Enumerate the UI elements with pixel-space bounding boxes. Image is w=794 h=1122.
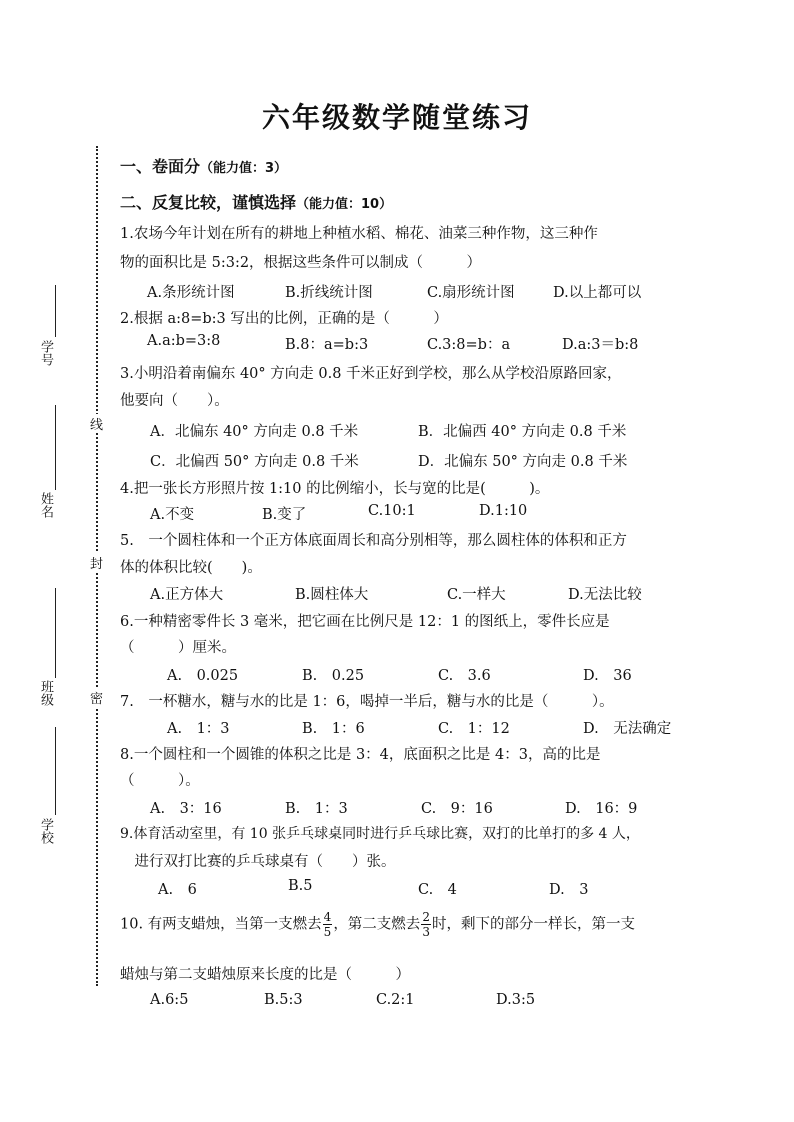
q8-option-c[interactable]: C. 9：16 — [421, 801, 493, 817]
q7-option-d[interactable]: D. 无法确定 — [583, 721, 672, 737]
question-5-line-2: 体的体积比较( )。 — [120, 560, 262, 576]
q9-option-c[interactable]: C. 4 — [418, 882, 457, 898]
name-blank[interactable] — [55, 405, 56, 490]
q5-option-b[interactable]: B.圆柱体大 — [295, 587, 369, 603]
student-no-label: 学号 — [38, 340, 53, 366]
question-1-line-1: 1.农场今年计划在所有的耕地上种植水稻、棉花、油菜三种作物，这三种作 — [120, 226, 598, 242]
question-8-line-2: （ ）。 — [120, 773, 200, 789]
q2-option-b[interactable]: B.8：a=b:3 — [285, 337, 369, 353]
q9-option-b[interactable]: B.5 — [288, 878, 313, 894]
q1-option-b[interactable]: B.折线统计图 — [285, 285, 373, 301]
question-4-line-1: 4.把一张长方形照片按 1:10 的比例缩小，长与宽的比是( )。 — [120, 481, 550, 497]
q7-option-b[interactable]: B. 1：6 — [302, 721, 365, 737]
question-6-line-2: （ ）厘米。 — [120, 640, 236, 656]
q7-option-c[interactable]: C. 1：12 — [438, 721, 510, 737]
q1-option-a[interactable]: A.条形统计图 — [147, 285, 235, 301]
q7-option-a[interactable]: A. 1：3 — [167, 721, 230, 737]
q3-option-d[interactable]: D．北偏东 50° 方向走 0.8 千米 — [418, 454, 628, 470]
q4-option-d[interactable]: D.1:10 — [479, 503, 528, 519]
question-9-line-1: 9.体育活动室里，有 10 张乒乓球桌同时进行乒乓球比赛，双打的比单打的多 4 人， — [120, 826, 640, 842]
q6-option-d[interactable]: D. 36 — [583, 668, 632, 684]
fraction-two-thirds: $\frac{2}{3}$ — [422, 910, 430, 939]
question-2-line-1: 2.根据 a:8=b:3 写出的比例，正确的是（ ） — [120, 311, 448, 327]
question-1-line-2: 物的面积比是 5:3:2，根据这些条件可以制成（ ） — [120, 255, 482, 271]
question-3-line-1: 3.小明沿着南偏东 40° 方向走 0.8 千米正好到学校，那么从学校沿原路回家， — [120, 366, 622, 382]
q3-option-a[interactable]: A．北偏东 40° 方向走 0.8 千米 — [150, 424, 359, 440]
question-7-line-1: 7. 一杯糖水，糖与水的比是 1：6，喝掉一半后，糖与水的比是（ ）。 — [120, 694, 614, 710]
question-10-line-2: 蜡烛与第二支蜡烛原来长度的比是（ ） — [120, 967, 410, 983]
student-no-blank[interactable] — [55, 285, 56, 337]
q2-option-d[interactable]: D.a:3＝b:8 — [562, 337, 639, 353]
q4-option-b[interactable]: B.变了 — [262, 507, 307, 523]
q8-option-a[interactable]: A. 3：16 — [150, 801, 222, 817]
q8-option-b[interactable]: B. 1：3 — [285, 801, 348, 817]
q2-option-a[interactable]: A.a:b=3:8 — [147, 333, 221, 349]
page-title: 六年级数学随堂练习 — [261, 101, 532, 134]
q9-option-a[interactable]: A. 6 — [158, 882, 197, 898]
q5-option-a[interactable]: A.正方体大 — [150, 587, 224, 603]
q6-option-b[interactable]: B. 0.25 — [302, 668, 365, 684]
seal-char-line: 线 — [90, 414, 103, 433]
q8-option-d[interactable]: D. 16：9 — [565, 801, 638, 817]
question-6-line-1: 6.一种精密零件长 3 毫米，把它画在比例尺是 12：1 的图纸上，零件长应是 — [120, 614, 610, 630]
fraction-four-fifths: $\frac{4}{5}$ — [323, 910, 332, 939]
question-10-line-1: 10. 有两支蜡烛，当第一支燃去 $\frac{4}{5}$ ，第二支燃去 $\frac{2}{3}$ 时，剩下的部分一样长，第一支 — [120, 910, 635, 939]
q10-option-d[interactable]: D.3:5 — [496, 992, 536, 1008]
question-9-line-2: 进行双打比赛的乒乓球桌有（ ）张。 — [120, 854, 396, 870]
question-5-line-1: 5. 一个圆柱体和一个正方体底面周长和高分别相等，那么圆柱体的体积和正方 — [120, 533, 627, 549]
q3-option-c[interactable]: C．北偏西 50° 方向走 0.8 千米 — [150, 454, 359, 470]
q5-option-c[interactable]: C.一样大 — [447, 587, 506, 603]
name-label: 姓名 — [38, 492, 53, 518]
q6-option-c[interactable]: C. 3.6 — [438, 668, 491, 684]
school-blank[interactable] — [55, 727, 56, 815]
q5-option-d[interactable]: D.无法比较 — [568, 587, 642, 603]
q6-option-a[interactable]: A. 0.025 — [167, 668, 239, 684]
section-1-heading: 一、卷面分（能力值：3） — [120, 157, 288, 176]
q9-option-d[interactable]: D. 3 — [549, 882, 589, 898]
question-8-line-1: 8.一个圆柱和一个圆锥的体积之比是 3：4，底面积之比是 4：3，高的比是 — [120, 747, 601, 763]
q2-option-c[interactable]: C.3:8=b：a — [427, 337, 511, 353]
q4-option-c[interactable]: C.10:1 — [368, 503, 416, 519]
q10-option-b[interactable]: B.5:3 — [264, 992, 303, 1008]
q10-option-a[interactable]: A.6:5 — [150, 992, 189, 1008]
seal-char-secret: 密 — [90, 688, 103, 707]
class-blank[interactable] — [55, 588, 56, 678]
q1-option-d[interactable]: D.以上都可以 — [553, 285, 642, 301]
school-label: 学校 — [38, 818, 53, 844]
q1-option-c[interactable]: C.扇形统计图 — [427, 285, 515, 301]
class-label: 班级 — [38, 680, 53, 706]
q4-option-a[interactable]: A.不变 — [150, 507, 195, 523]
question-3-line-2: 他要向（ ）。 — [120, 393, 229, 409]
seal-char-seal: 封 — [90, 553, 103, 572]
q3-option-b[interactable]: B．北偏西 40° 方向走 0.8 千米 — [418, 424, 627, 440]
q10-option-c[interactable]: C.2:1 — [376, 992, 415, 1008]
section-2-heading: 二、反复比较，谨慎选择（能力值：10） — [120, 193, 393, 212]
